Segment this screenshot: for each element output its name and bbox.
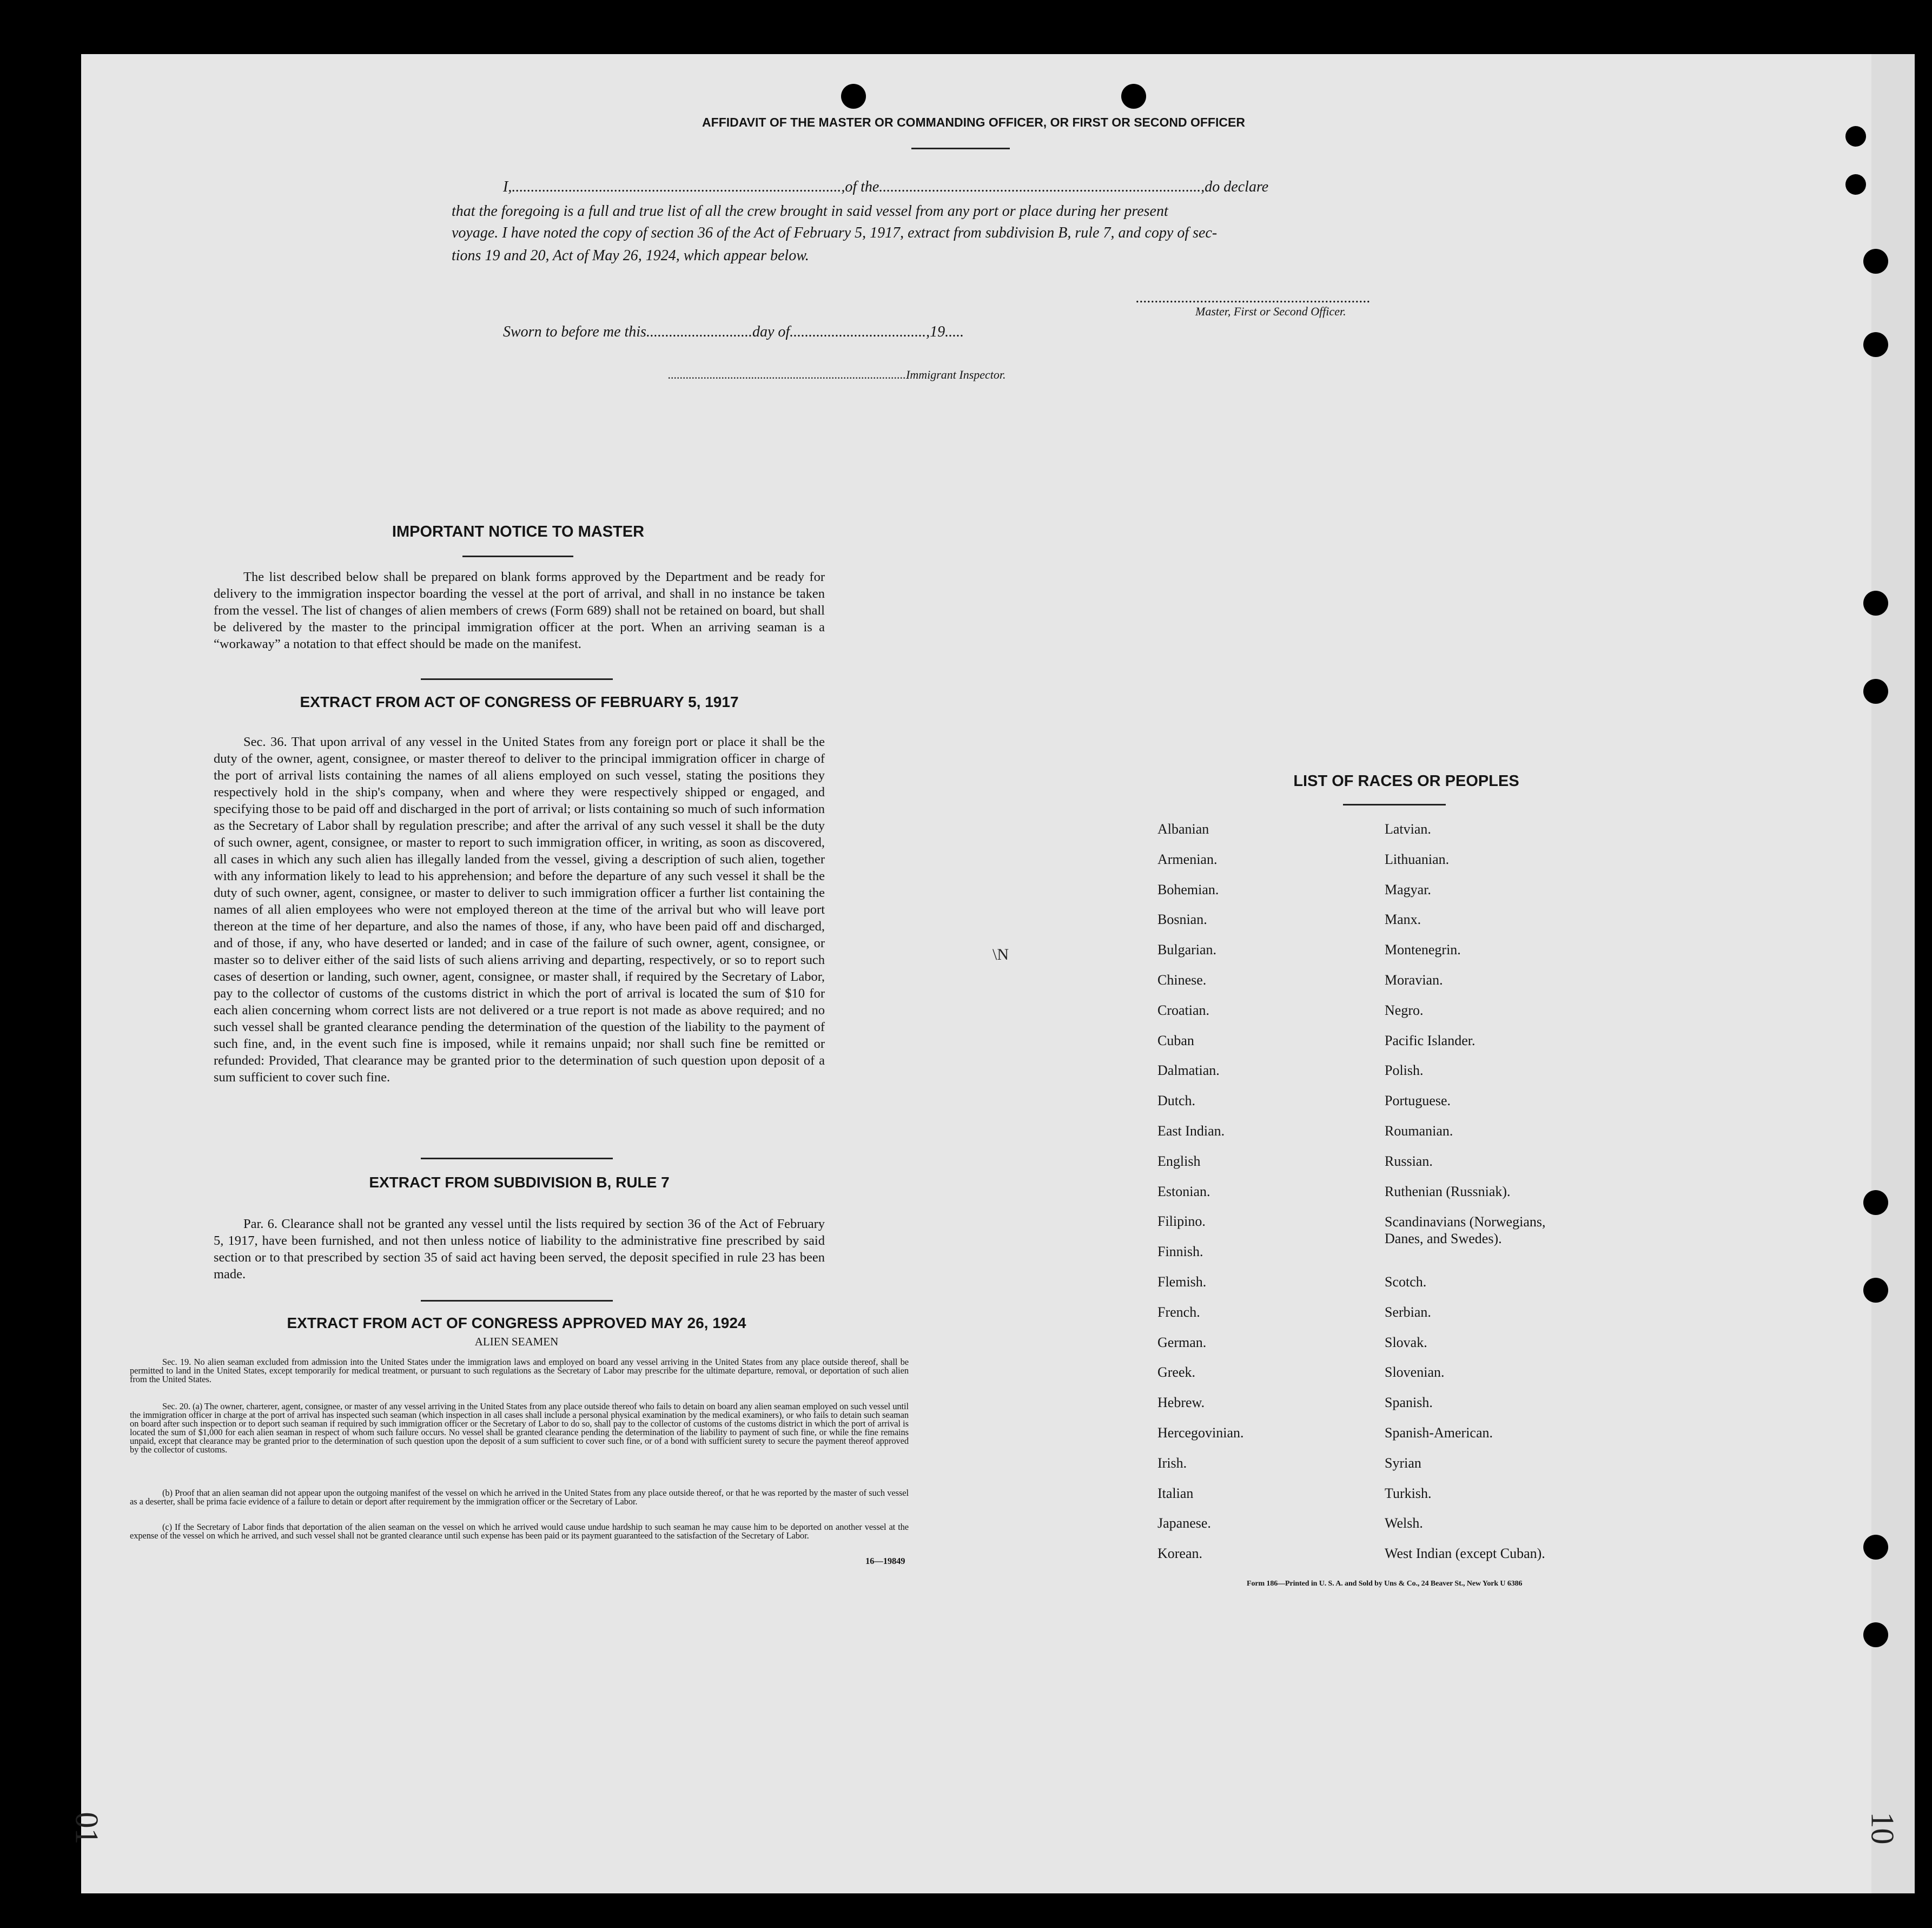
races-left-column <box>1157 821 1363 1576</box>
race-item: Finnish. <box>1157 1244 1203 1260</box>
sworn-line: Sworn to before me this............................day of....................................,19..... <box>503 323 964 340</box>
race-item: French. <box>1157 1304 1200 1320</box>
race-item: Russian. <box>1385 1153 1433 1169</box>
race-item: English <box>1157 1153 1201 1169</box>
races-title: LIST OF RACES OR PEOPLES <box>1293 772 1519 790</box>
inspector-line: ................................................................................Immigrant Inspector. <box>668 368 1006 381</box>
race-item: Slovenian. <box>1385 1364 1445 1381</box>
notice-text: The list described below shall be prepared on blank forms approved by the Department and be ready for delivery to the immigration inspector boarding the vessel at the port of arrival, and shall in no instance be taken from the vessel. The list of changes of alien members of crews (Form 689) shall not be retained on board, but shall be delivered by the master to the principal immigration officer at the port. When an arriving seaman is a “workaway” a notation to that effect should be made on the manifest. <box>214 570 825 651</box>
race-item: Bosnian. <box>1157 912 1207 928</box>
affidavit-line: that the foregoing is a full and true list of all the crew brought in said vessel from any port or place during her present <box>452 203 1168 220</box>
divider <box>421 1300 613 1302</box>
punch-hole <box>1863 1622 1888 1647</box>
race-item: Pacific Islander. <box>1385 1032 1476 1048</box>
race-item: Hebrew. <box>1157 1395 1205 1411</box>
punch-hole <box>1863 1278 1888 1303</box>
rule-7-title: EXTRACT FROM SUBDIVISION B, RULE 7 <box>369 1174 670 1191</box>
divider <box>1343 804 1446 805</box>
race-item: Chinese. <box>1157 972 1207 988</box>
race-item: Polish. <box>1385 1062 1424 1079</box>
race-item: Spanish-American. <box>1385 1424 1493 1441</box>
race-item: Armenian. <box>1157 851 1218 867</box>
punch-hole <box>1863 679 1888 704</box>
race-item: Croatian. <box>1157 1002 1210 1018</box>
affidavit-line: tions 19 and 20, Act of May 26, 1924, which appear below. <box>452 247 809 264</box>
race-item: Slovak. <box>1385 1334 1427 1350</box>
race-item: Bulgarian. <box>1157 942 1217 958</box>
race-item: Negro. <box>1385 1002 1424 1018</box>
signature-line: .............................................................. <box>1136 289 1371 306</box>
page-edge <box>1871 54 1915 1893</box>
race-item: Syrian <box>1385 1455 1421 1471</box>
race-item: Dalmatian. <box>1157 1062 1220 1079</box>
race-item: German. <box>1157 1334 1207 1350</box>
race-item: Roumanian. <box>1385 1123 1453 1139</box>
race-item: Moravian. <box>1385 972 1443 988</box>
divider <box>462 556 573 557</box>
punch-hole <box>1863 332 1888 357</box>
race-item: Estonian. <box>1157 1183 1210 1199</box>
divider <box>421 678 613 680</box>
signature-caption: Master, First or Second Officer. <box>1195 305 1346 318</box>
race-item: Montenegrin. <box>1385 942 1461 958</box>
race-item: Korean. <box>1157 1546 1203 1562</box>
section-20b-text: (b) Proof that an alien seaman did not appear upon the outgoing manifest of the vessel on which he arrived in the United States from any place outside thereof, or that he was reported by the master of such vessel as a deserter, shall be prima facie evidence of a failure to detain or deport after requirement by the immigration officer or the Secretary of Labor. <box>130 1488 909 1507</box>
race-item: Japanese. <box>1157 1515 1211 1531</box>
affidavit-line: voyage. I have noted the copy of section 36 of the Act of February 5, 1917, extract from subdivision B, rule 7, and copy of sec- <box>452 225 1218 241</box>
race-item: West Indian (except Cuban). <box>1385 1546 1545 1562</box>
race-item: East Indian. <box>1157 1123 1225 1139</box>
section-20a-text: Sec. 20. (a) The owner, charterer, agent, consignee, or master of any vessel arriving in the United States from any place outside thereof who fails to detain on board any alien seaman employed on such vessel until the immigration officer in charge at the port of arrival has inspected such seaman (which inspection in all cases shall include a personal physical examination by the medical examiners), or who fails to detain such seaman on board after such inspection or to deport such seaman if required by such immigration officer or the Secretary of Labor to do so, shall pay to the collector of customs of the customs district in which the port of arrival is located the sum of $1,000 for each alien seaman in respect of whom such failure occurs. No vessel shall be granted clearance pending the determination of the liability to payment of such fine, or while the fine remains unpaid, except that clearance may be granted prior to the determination of such question upon the deposit of a sum sufficient to cover such fine, or of a bond with sufficient surety to secure the payment thereof approved by the collector of customs. <box>130 1401 909 1455</box>
race-item: Hercegovinian. <box>1157 1424 1244 1441</box>
punch-hole <box>1863 1535 1888 1560</box>
race-item: Ruthenian (Russniak). <box>1385 1183 1511 1199</box>
handwritten-mark: \N <box>993 946 1009 963</box>
race-item: Scandinavians (Norwegians, Danes, and Swedes). <box>1385 1214 1546 1247</box>
form-code: 16—19849 <box>865 1556 905 1566</box>
notice-title: IMPORTANT NOTICE TO MASTER <box>392 523 645 540</box>
section-36-text: Sec. 36. That upon arrival of any vessel in the United States from any foreign port or place it shall be the duty of the owner, agent, consignee, or master thereof to deliver to the principal immigration officer in charge of the port of arrival lists containing the names of all aliens employed on such vessel, stating the positions they respectively hold in the ship's company, when and where they were respectively shipped or engaged, and specifying those to be paid off and discharged in the port of arrival; or lists containing so much of such information as the Secretary of Labor shall by regulation prescribe; and after the arrival of any such vessel it shall be the duty of such owner, agent, consignee, or master to report to such immigration officer, in writing, as soon as discovered, all cases in which any such alien has illegally landed from the vessel, giving a description of such alien, together with any information likely to lead to his apprehension; and before the departure of any such vessel it shall be the duty of such owner, agent, consignee, or master to deliver to such immigration officer a further list containing the names of all alien employees who were not employed thereon at the time of the arrival but who will leave port thereon at the time of her departure, and also the names of those, if any, who have been paid off and discharged, and of those, if any, who have deserted or landed; and in case of the failure of such owner, agent, consignee, or master so to deliver either of the said lists of such aliens arriving and departing, respectively, or so to report such cases of desertion or landing, such owner, agent, consignee, or master shall, if required by the Secretary of Labor, pay to the collector of customs of the customs district in which the port of arrival is located the sum of $10 for each alien concerning whom correct lists are not delivered or a true report is not made as above required; and no such vessel shall be granted clearance pending the determination of the question of the liability to the payment of such fine, and, in the event such fine is imposed, while it remains unpaid; nor shall such fine be remitted or refunded: Provided, That clearance may be granted prior to the determination of such question upon deposit of a sum sufficient to cover such fine. <box>214 735 825 1085</box>
race-item: Filipino. <box>1157 1213 1206 1230</box>
alien-seamen-subtitle: ALIEN SEAMEN <box>474 1335 559 1348</box>
punch-hole <box>1845 174 1866 195</box>
divider <box>421 1158 613 1159</box>
race-item: Cuban <box>1157 1032 1194 1048</box>
race-item: Greek. <box>1157 1364 1196 1381</box>
race-item: Bohemian. <box>1157 881 1219 897</box>
race-item: Italian <box>1157 1485 1194 1501</box>
affidavit-line: I,.......................................................................................,of the.....................................................................................,do declare <box>503 179 1269 195</box>
punch-hole <box>1121 84 1146 109</box>
race-item: Welsh. <box>1385 1515 1423 1531</box>
rule-7-text: Par. 6. Clearance shall not be granted any vessel until the lists required by section 36 of the Act of February 5, 1917, have been furnished, and not then unless notice of liability to the administrative fine prescribed by said section or to that prescribed by section 35 of said act having been served, the deposit specified in rule 23 has been made. <box>214 1217 825 1282</box>
punch-hole <box>1863 1190 1888 1215</box>
race-item: Turkish. <box>1385 1485 1432 1501</box>
race-item: Portuguese. <box>1385 1093 1451 1109</box>
punch-hole <box>841 84 866 109</box>
race-item: Albanian <box>1157 821 1209 837</box>
extract-1924-title: EXTRACT FROM ACT OF CONGRESS APPROVED MAY 26, 1924 <box>287 1315 746 1331</box>
race-item: Flemish. <box>1157 1273 1207 1290</box>
divider <box>911 148 1010 149</box>
punch-hole <box>1863 249 1888 274</box>
race-item: Latvian. <box>1385 821 1431 837</box>
form-footer: Form 186—Printed in U. S. A. and Sold by Uns & Co., 24 Beaver St., New York U 6386 <box>1247 1580 1523 1588</box>
race-item: Serbian. <box>1385 1304 1431 1320</box>
race-item: Irish. <box>1157 1455 1187 1471</box>
handwritten-page-number: 10 <box>1864 1812 1901 1845</box>
race-item: Dutch. <box>1157 1093 1196 1109</box>
race-item: Magyar. <box>1385 881 1431 897</box>
punch-hole <box>1863 591 1888 616</box>
handwritten-page-number: 01 <box>69 1812 105 1845</box>
race-item: Scotch. <box>1385 1273 1427 1290</box>
extract-1917-title: EXTRACT FROM ACT OF CONGRESS OF FEBRUARY 5, 1917 <box>300 694 739 710</box>
race-item: Manx. <box>1385 912 1421 928</box>
races-right-column <box>1385 821 1688 1576</box>
section-19-text: Sec. 19. No alien seaman excluded from admission into the United States under the immigration laws and employed on board any vessel arriving in the United States from any place outside thereof, shall be permitted to land in the United States, except temporarily for medical treatment, or pursuant to such regulations as the Secretary of Labor may prescribe for the ultimate departure, removal, or deportation of such alien from the United States. <box>130 1357 909 1384</box>
race-item: Spanish. <box>1385 1395 1433 1411</box>
affidavit-title: AFFIDAVIT OF THE MASTER OR COMMANDING OFFICER, OR FIRST OR SECOND OFFICER <box>702 115 1245 129</box>
race-item: Lithuanian. <box>1385 851 1450 867</box>
punch-hole <box>1845 126 1866 147</box>
section-20c-text: (c) If the Secretary of Labor finds that deportation of the alien seaman on the vessel on which he arrived would cause undue hardship to such seaman he may cause him to be deported on another vessel at the expense of the vessel on which he arrived, and such vessel shall not be granted clearance until such expense has been paid or its payment guaranteed to the satisfaction of the Secretary of Labor. <box>130 1522 909 1541</box>
